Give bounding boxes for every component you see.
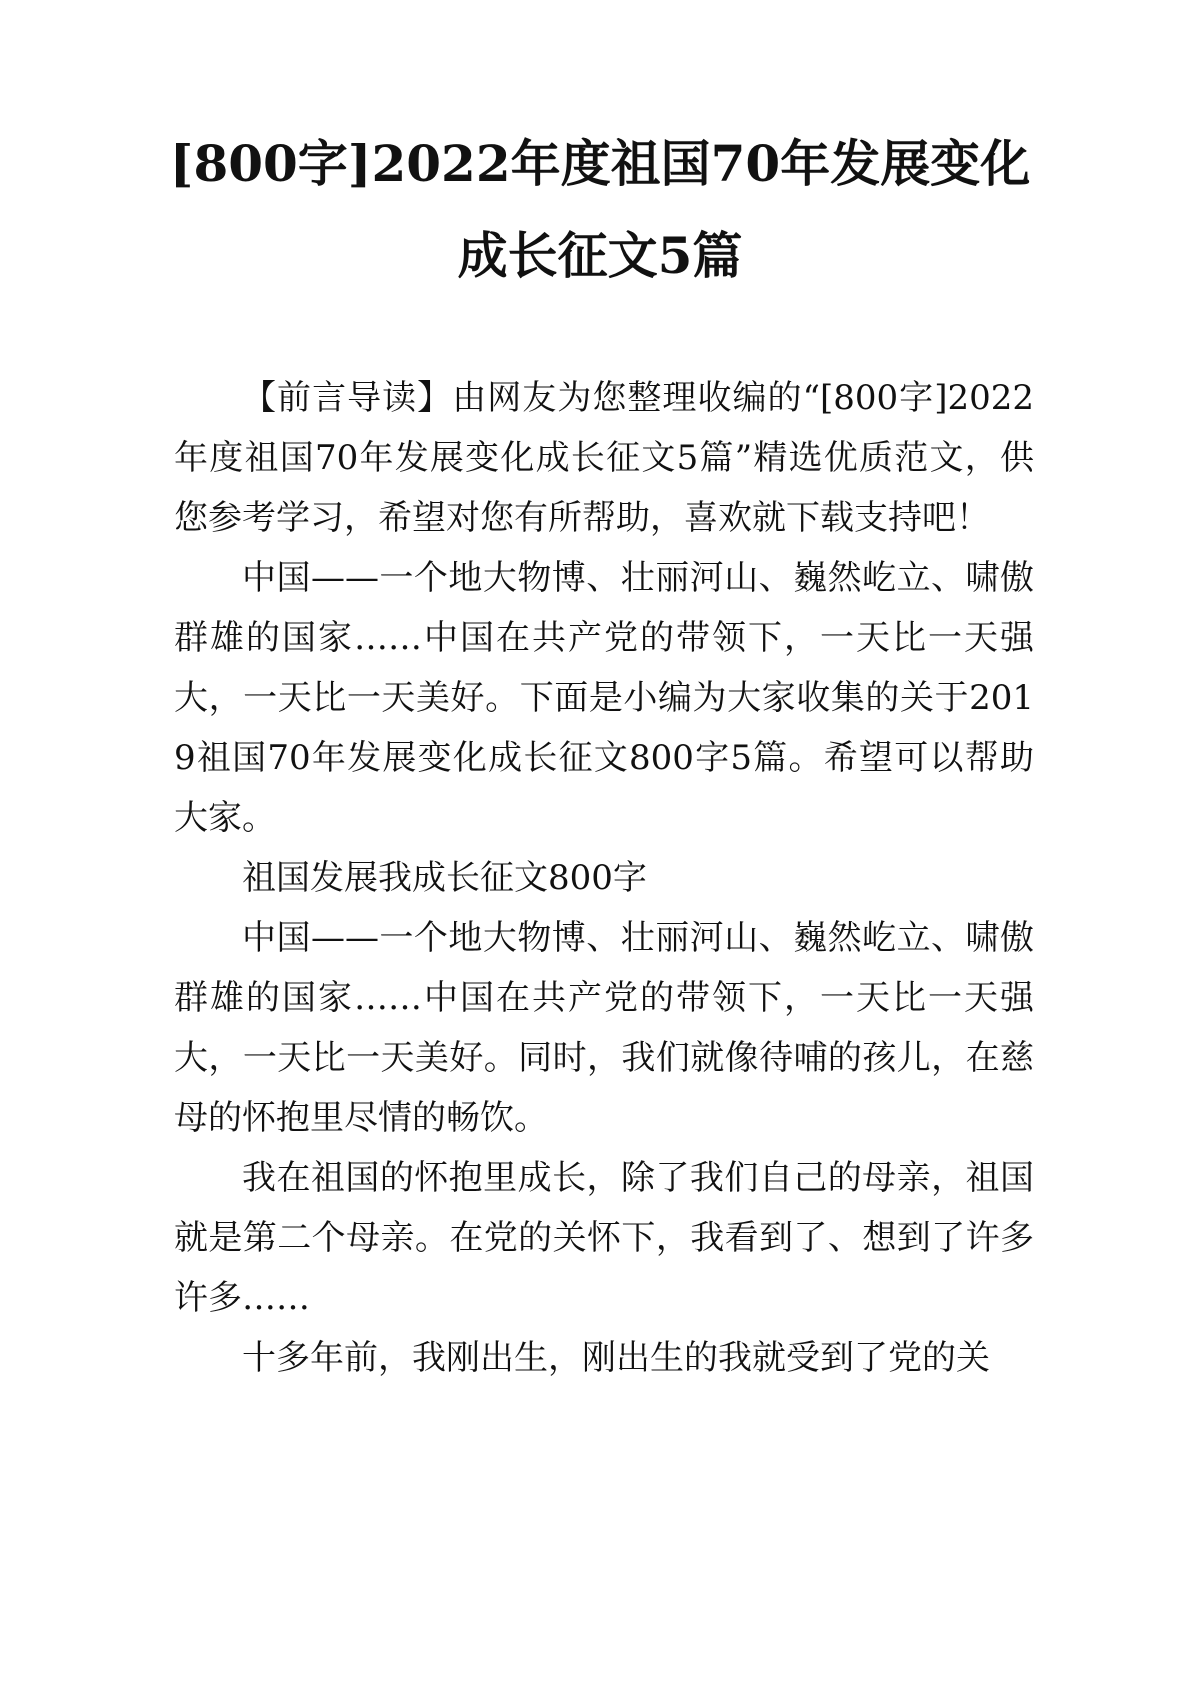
body-paragraph: 中国——一个地大物博、壮丽河山、巍然屹立、啸傲群雄的国家……中国在共产党的带领下，一天比一天强大，一天比一天美好。同时，我们就像待哺的孩儿，在慈母的怀抱里尽情的畅饮。 (174, 918, 1034, 1138)
title-line-2: 成长征文5篇 (457, 226, 743, 285)
body-paragraph: 我在祖国的怀抱里成长，除了我们自己的母亲，祖国就是第二个母亲。在党的关怀下，我看到了、想到了许多许多…… (174, 1158, 1034, 1318)
essay-heading: 祖国发展我成长征文800字 (242, 858, 647, 898)
body-paragraph: 十多年前，我刚出生，刚出生的我就受到了党的关 (242, 1338, 990, 1378)
document-title (160, 118, 1040, 302)
preface-paragraph: 【前言导读】由网友为您整理收编的“[800字]2022年度祖国70年发展变化成长征文5篇”精选优质范文，供您参考学习，希望对您有所帮助，喜欢就下载支持吧！ (174, 378, 1034, 538)
title-line-1: [800字]2022年度祖国70年发展变化 (169, 134, 1031, 193)
document-body (174, 368, 1034, 1388)
intro-paragraph: 中国——一个地大物博、壮丽河山、巍然屹立、啸傲群雄的国家……中国在共产党的带领下，一天比一天强大，一天比一天美好。下面是小编为大家收集的关于2019祖国70年发展变化成长征文800字5篇。希望可以帮助大家。 (174, 558, 1034, 838)
